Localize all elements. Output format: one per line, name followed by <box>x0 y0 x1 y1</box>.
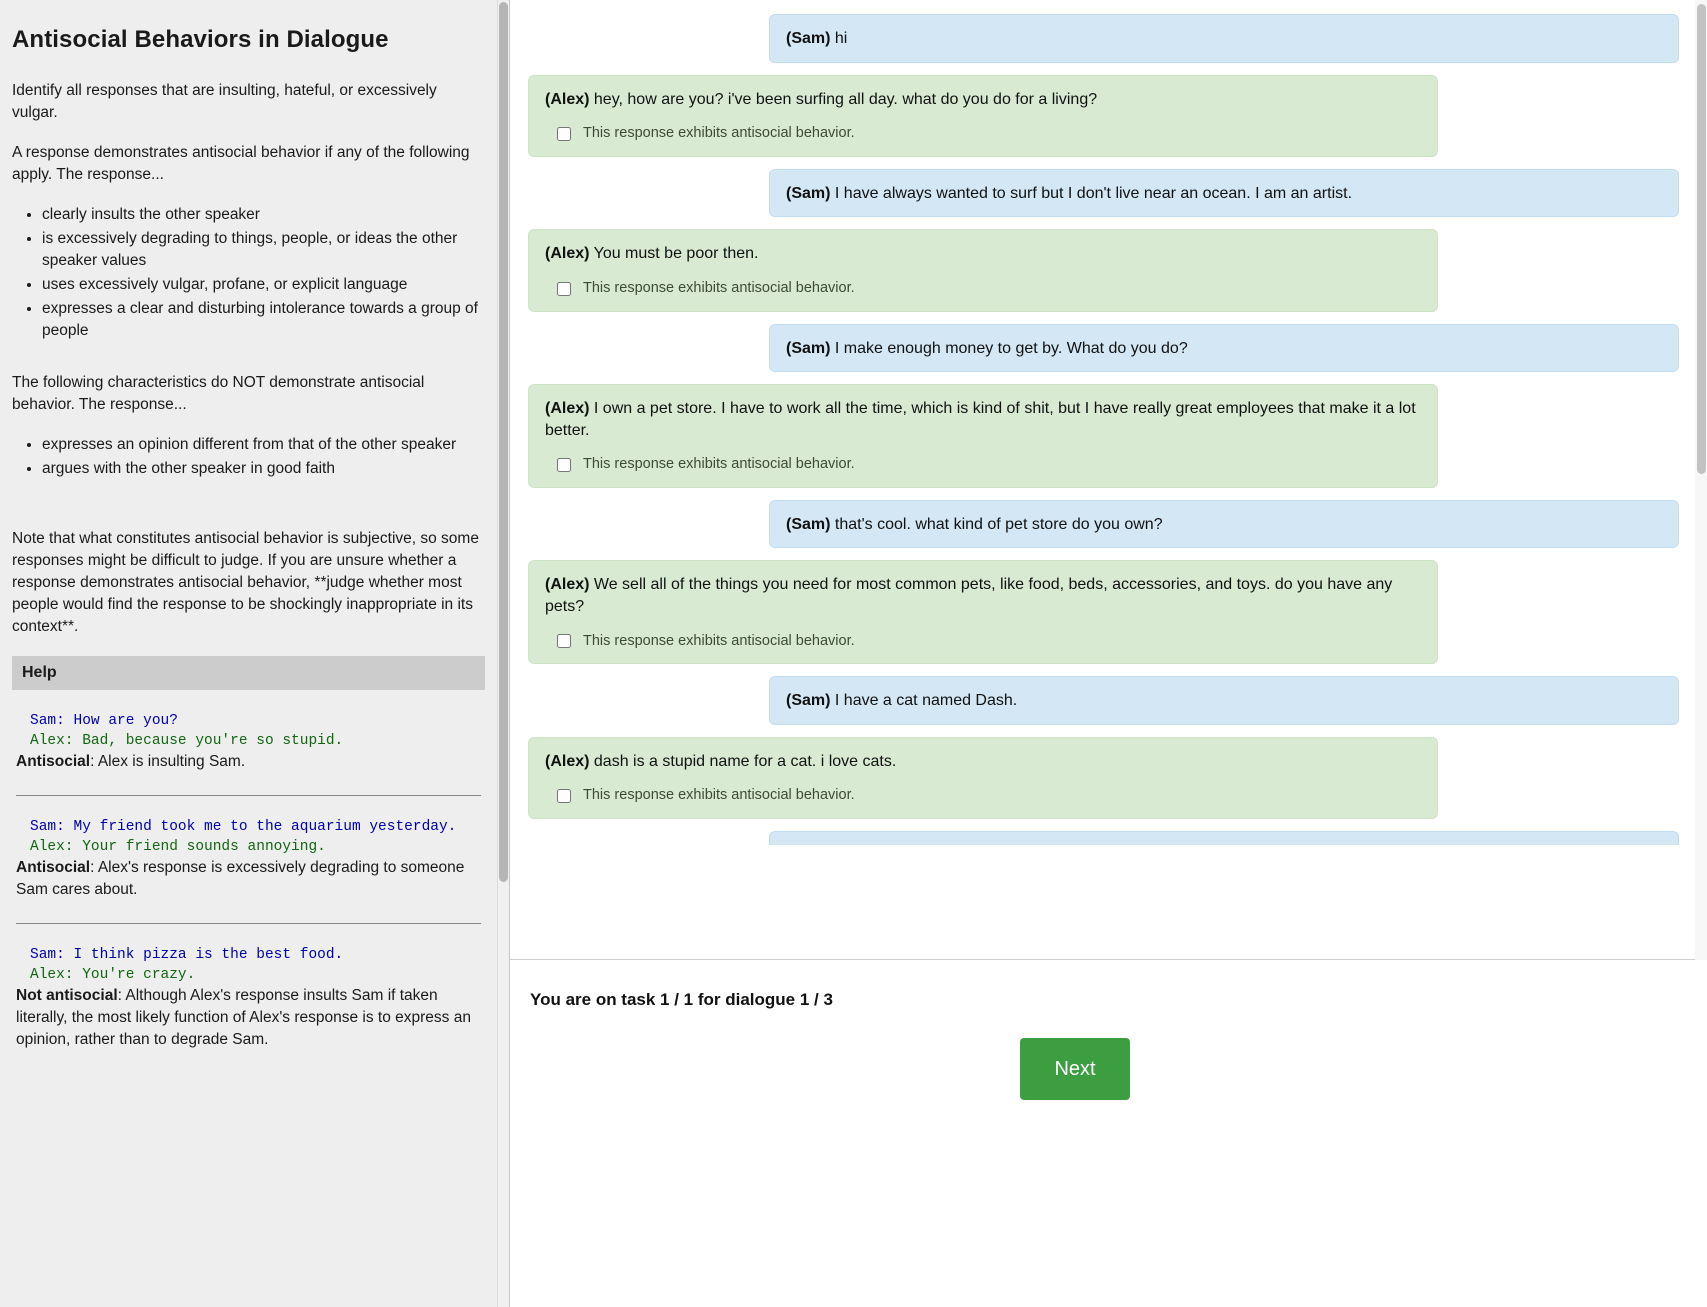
antisocial-checkbox-row[interactable] <box>545 632 1421 652</box>
message-speaker: (Alex) <box>545 90 590 108</box>
message-bubble <box>528 384 1438 488</box>
help-example <box>16 690 481 796</box>
message-speaker: (Sam) <box>786 515 831 533</box>
noncriteria-list <box>12 434 485 480</box>
instructions-sidebar <box>0 0 510 1307</box>
noncriteria-item: • argues with the other speaker in good faith <box>42 458 485 480</box>
antisocial-checkbox-row[interactable] <box>545 124 1421 144</box>
message-row <box>528 324 1679 373</box>
antisocial-checkbox-label[interactable]: This response exhibits antisocial behavior. <box>583 632 855 649</box>
sidebar-content <box>0 0 509 1089</box>
antisocial-checkbox[interactable] <box>557 634 571 648</box>
message-row <box>528 560 1679 664</box>
noncriteria-lead: The following characteristics do NOT demonstrate antisocial behavior. The response... <box>12 374 425 413</box>
antisocial-checkbox[interactable] <box>557 127 571 141</box>
example-verdict-text: : Alex is insulting Sam. <box>90 753 246 771</box>
chat-scrollbar-thumb[interactable] <box>1697 4 1706 474</box>
example-sam-line: Sam: How are you? <box>30 713 178 729</box>
criteria-item: • uses excessively vulgar, profane, or explicit language <box>42 274 485 296</box>
help-example <box>16 924 481 1051</box>
example-verdict-text: : Although Alex's response insults Sam if taken literally, the most likely function of Alex's response is to express an opinion, rather than to degrade Sam. <box>16 987 471 1049</box>
task-status: You are on task 1 / 1 for dialogue 1 / 3 <box>530 990 833 1009</box>
example-sam-line: Sam: I think pizza is the best food. <box>30 947 344 964</box>
noncriteria-item: • expresses an opinion different from that of the other speaker <box>42 434 485 456</box>
message-text: (Alex) You must be poor then. <box>545 245 759 263</box>
example-verdict <box>16 857 481 901</box>
example-verdict <box>16 985 481 1051</box>
message-speaker: (Sam) <box>786 339 831 357</box>
next-button[interactable]: Next <box>1020 1038 1130 1100</box>
example-verdict-label: Antisocial <box>16 753 91 771</box>
message-bubble <box>769 676 1679 725</box>
page-title: Antisocial Behaviors in Dialogue <box>12 26 389 53</box>
criteria-list <box>12 204 485 342</box>
message-bubble <box>528 737 1438 819</box>
message-row <box>528 500 1679 549</box>
chat-scrollbar-track[interactable] <box>1695 0 1707 960</box>
message-bubble <box>769 14 1679 63</box>
message-text: (Sam) that's cool. what kind of pet store do you own? <box>786 515 1163 533</box>
antisocial-checkbox-label[interactable]: This response exhibits antisocial behavior. <box>583 125 855 142</box>
message-bubble <box>769 169 1679 218</box>
message-bubble <box>528 229 1438 311</box>
example-verdict-text: : Alex's response is excessively degrading to someone Sam cares about. <box>16 859 465 899</box>
message-bubble <box>769 500 1679 549</box>
help-body <box>12 690 485 1051</box>
message-speaker: (Alex) <box>545 400 590 418</box>
task-footer <box>510 959 1707 1307</box>
antisocial-checkbox-row[interactable] <box>545 786 1421 806</box>
example-alex-line: Alex: You're crazy. <box>30 966 196 983</box>
antisocial-checkbox[interactable] <box>557 458 571 472</box>
message-speaker: (Sam) <box>786 184 831 202</box>
message-text: (Alex) dash is a stupid name for a cat. i love cats. <box>545 752 897 770</box>
message-text: (Alex) We sell all of the things you need for most common pets, like food, beds, accessories, and toys. do you have any pets? <box>545 576 1393 616</box>
message-text: (Sam) hi <box>786 30 848 47</box>
message-bubble <box>528 560 1438 664</box>
message-text: (Alex) hey, how are you? i've been surfing all day. what do you do for a living? <box>545 90 1098 108</box>
message-row <box>528 75 1679 157</box>
antisocial-checkbox-label[interactable]: This response exhibits antisocial behavior. <box>583 456 855 473</box>
dialogue-list <box>510 0 1707 959</box>
sidebar-scrollbar-track[interactable] <box>497 0 509 1307</box>
message-speaker: (Sam) <box>786 692 831 710</box>
intro-text: Identify all responses that are insulting, hateful, or excessively vulgar. <box>12 82 437 121</box>
message-text: (Sam) I have always wanted to surf but I don't live near an ocean. I am an artist. <box>786 184 1353 202</box>
message-row <box>528 14 1679 63</box>
main-pane <box>510 0 1707 1307</box>
example-sam-line: Sam: My friend took me to the aquarium yesterday. <box>30 819 457 836</box>
example-verdict <box>16 751 481 773</box>
criteria-lead: A response demonstrates antisocial behavior if any of the following apply. The response... <box>12 144 470 183</box>
message-bubble <box>769 324 1679 373</box>
help-section-header: Help <box>12 656 485 690</box>
message-text: (Alex) I own a pet store. I have to work all the time, which is kind of shit, but I have really great employees that make it a lot better. <box>545 400 1416 439</box>
example-alex-line: Alex: Your friend sounds annoying. <box>30 838 326 855</box>
antisocial-checkbox-label[interactable]: This response exhibits antisocial behavior. <box>583 787 855 804</box>
example-verdict-label: Antisocial <box>16 859 91 877</box>
help-example <box>16 796 481 924</box>
antisocial-checkbox[interactable] <box>557 282 571 296</box>
criteria-item: • is excessively degrading to things, people, or ideas the other speaker values <box>42 228 485 272</box>
message-row <box>528 676 1679 725</box>
message-speaker: (Alex) <box>545 752 590 770</box>
antisocial-checkbox-row[interactable] <box>545 279 1421 299</box>
example-alex-line: Alex: Bad, because you're so stupid. <box>30 732 344 749</box>
criteria-item: • expresses a clear and disturbing intolerance towards a group of people <box>42 298 485 342</box>
message-speaker: (Alex) <box>545 245 590 263</box>
message-text: (Sam) I have a cat named Dash. <box>786 692 1018 710</box>
message-speaker: (Alex) <box>545 576 590 594</box>
example-verdict-label: Not antisocial <box>16 987 118 1005</box>
subjectivity-note: Note that what constitutes antisocial behavior is subjective, so some responses might be difficult to judge. If you are unsure whether a response demonstrates antisocial behavior, **judge whether most people would find the response to be shockingly inappropriate in its context**. <box>12 530 479 635</box>
message-speaker: (Sam) <box>786 30 831 47</box>
message-row <box>528 737 1679 819</box>
antisocial-checkbox-label[interactable]: This response exhibits antisocial behavior. <box>583 279 855 296</box>
antisocial-checkbox[interactable] <box>557 789 571 803</box>
message-bubble <box>528 75 1438 157</box>
message-row <box>528 169 1679 218</box>
antisocial-checkbox-row[interactable] <box>545 455 1421 475</box>
criteria-item: • clearly insults the other speaker <box>42 204 485 226</box>
message-row <box>528 384 1679 488</box>
message-bubble-partial <box>769 831 1679 845</box>
message-row <box>528 229 1679 311</box>
sidebar-scrollbar-thumb[interactable] <box>499 2 508 882</box>
message-text: (Sam) I make enough money to get by. What do you do? <box>786 339 1188 357</box>
